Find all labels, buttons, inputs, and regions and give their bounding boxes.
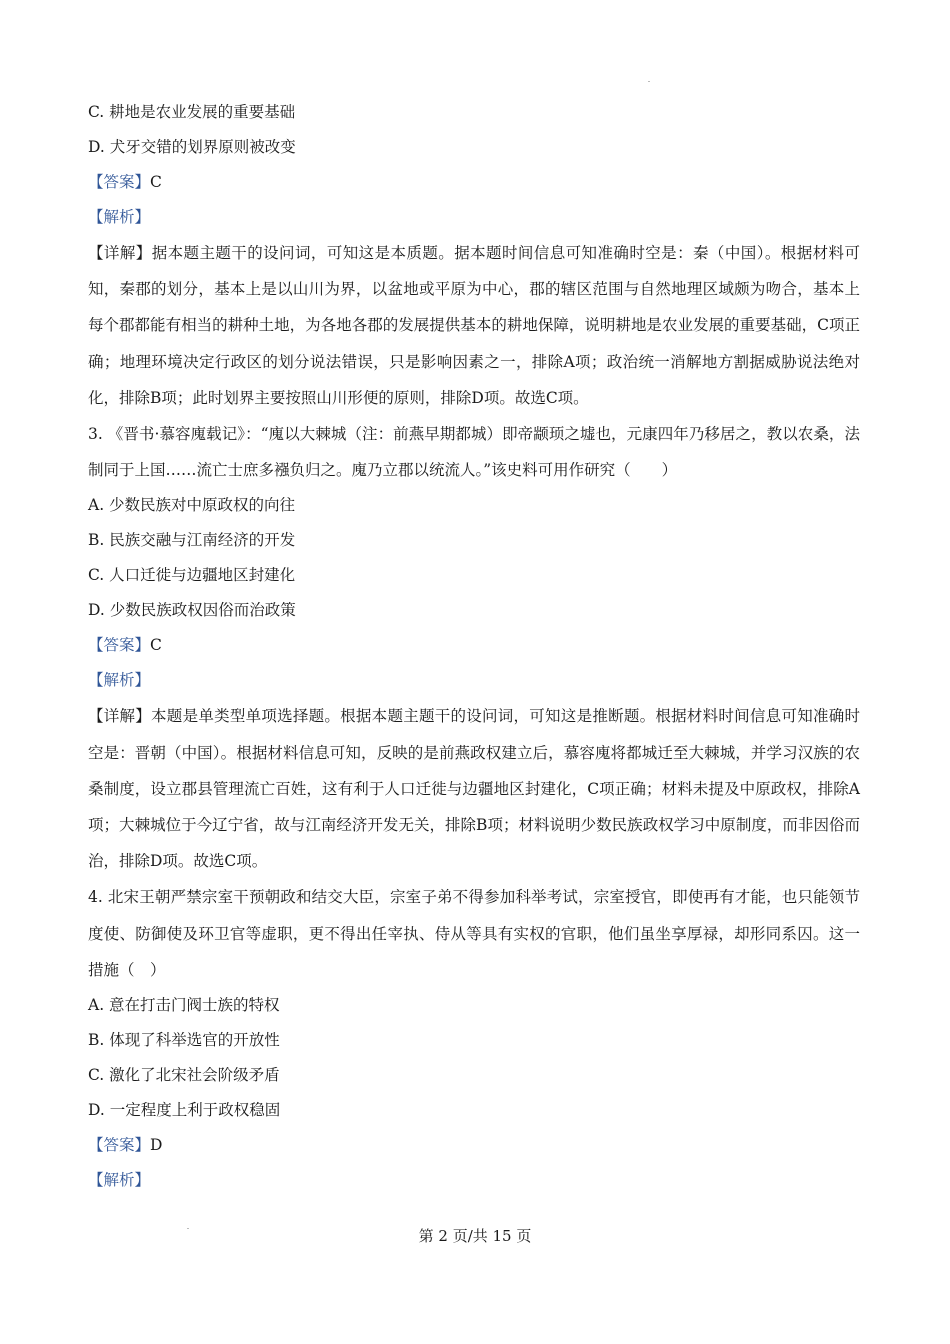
q2-analysis bbox=[88, 200, 860, 235]
answer-value: C bbox=[150, 636, 162, 655]
q2-detail bbox=[88, 235, 860, 416]
q2-option-d: D. 犬牙交错的划界原则被改变 bbox=[88, 138, 296, 156]
q3-option-c: C. 人口迁徙与边疆地区封建化 bbox=[88, 566, 296, 585]
q4-option-b: B. 体现了科举选官的开放性 bbox=[88, 1031, 280, 1050]
detail-text: 据本题主题干的设问词，可知这是本质题。据本题时间信息可知准确时空是：秦（中国）。根据材料可知，秦郡的划分，基本上是以山川为界，以盆地或平原为中心，郡的辖区范围与自然地理区域颇为吻合，基本上每个郡都能有相当的耕种土地，为各地各郡的发展提供基本的耕地保障，说明耕地是农业发展的重要基础，C项正确；地理环境决定行政区的划分说法错误，只是影响因素之一，排除A项；政治统一消解地方割据威胁说法绝对化，排除B项；此时划界主要按照山川形便的原则，排除D项。故选C项。 bbox=[88, 244, 860, 407]
detail-tag: 【详解】 bbox=[88, 707, 152, 726]
q4-option-d: D. 一定程度上利于政权稳固 bbox=[88, 1101, 281, 1120]
q4-option-a: A. 意在打击门阀士族的特权 bbox=[88, 996, 280, 1015]
q3-answer bbox=[88, 628, 860, 663]
page-number-footer: 第 2 页/共 15 页 bbox=[418, 1227, 532, 1245]
detail-tag: 【详解】 bbox=[88, 244, 152, 262]
q4-stem: 4. 北宋王朝严禁宗室干预朝政和结交大臣，宗室子弟不得参加科举考试，宗室授官，即使再有才能，也只能领节度使、防御使及环卫官等虚职，更不得出任宰执、侍从等具有实权的官职，他们虽坐享厚禄，却形同系囚。这一措施（ ） bbox=[88, 888, 860, 979]
analysis-tag: 【解析】 bbox=[88, 1171, 151, 1190]
page-content bbox=[88, 95, 860, 1198]
q3-option-d: D. 少数民族政权因俗而治政策 bbox=[88, 601, 296, 620]
detail-text: 本题是单类型单项选择题。根据本题主题干的设问词，可知这是推断题。根据材料时间信息可知准确时空是：晋朝（中国）。根据材料信息可知，反映的是前燕政权建立后，慕容廆将都城迁至大棘城，并学习汉族的农桑制度，设立郡县管理流亡百姓，这有利于人口迁徙与边疆地区封建化，C项正确；材料未提及中原政权，排除A项；大棘城位于今辽宁省，故与江南经济开发无关，排除B项；材料说明少数民族政权学习中原制度，而非因俗而治，排除D项。故选C项。 bbox=[88, 707, 860, 871]
answer-value: D bbox=[150, 1136, 163, 1155]
analysis-tag: 【解析】 bbox=[88, 671, 151, 690]
q4-answer bbox=[88, 1128, 860, 1163]
q3-analysis bbox=[88, 663, 860, 698]
q4-option-c: C. 激化了北宋社会阶级矛盾 bbox=[88, 1066, 280, 1085]
answer-tag: 【答案】 bbox=[88, 636, 151, 655]
answer-value: C bbox=[150, 173, 162, 191]
q3-stem: 3. 《晋书·慕容廆载记》：“廆以大棘城（注：前燕早期都城）即帝颛顼之墟也，元康四年乃移居之，教以农桑，法制同于上国……流亡士庶多襁负归之。廆乃立郡以统流人。”该史料可用作研究（ ） bbox=[88, 425, 860, 480]
answer-tag: 【答案】 bbox=[88, 173, 151, 191]
q2-answer bbox=[88, 165, 860, 200]
scan-speck bbox=[648, 81, 650, 82]
q4-analysis bbox=[88, 1163, 860, 1198]
analysis-tag: 【解析】 bbox=[88, 208, 151, 226]
q3-detail bbox=[88, 698, 860, 879]
answer-tag: 【答案】 bbox=[88, 1136, 151, 1155]
q2-option-c: C. 耕地是农业发展的重要基础 bbox=[88, 103, 296, 121]
q3-option-b: B. 民族交融与江南经济的开发 bbox=[88, 531, 296, 550]
q3-option-a: A. 少数民族对中原政权的向往 bbox=[88, 496, 296, 515]
